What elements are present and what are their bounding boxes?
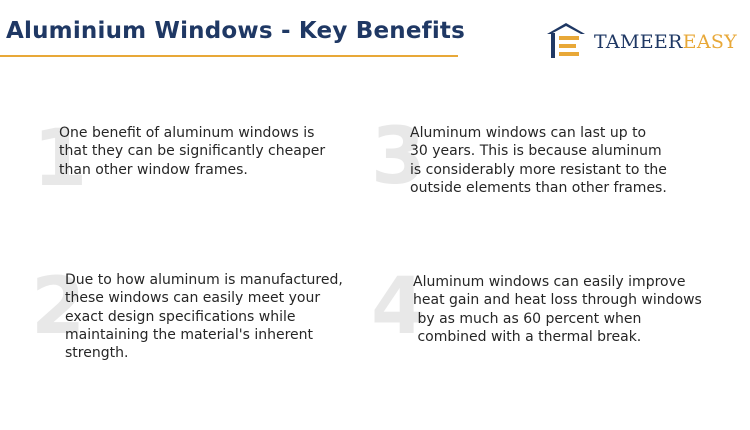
page-title: Aluminium Windows - Key Benefits [6,18,465,44]
benefit-text-1: One benefit of aluminum windows is that they can be significantly cheaper than other window frames. [59,125,326,178]
house-icon [545,20,591,60]
logo-text-primary: TAMEER [594,31,683,53]
benefit-number-3: 3 [371,112,426,202]
logo-text-accent: EASY [682,31,738,53]
benefit-number-4: 4 [371,262,426,352]
title-underline [0,55,458,57]
benefit-text-3: Aluminum windows can last up to 30 years. This is because aluminum is considerably more resistant to the outside elements than other frames. [410,125,667,196]
benefit-text-4: Aluminum windows can easily improve heat gain and heat loss through windows by as much as 60 percent when combined with a thermal break. [413,274,702,345]
benefit-number-2: 2 [31,262,86,352]
benefit-number-1: 1 [33,114,88,204]
benefit-text-2: Due to how aluminum is manufactured, these windows can easily meet your exact design specifications while maintaining the material's inherent strength. [65,272,343,362]
brand-logo [545,20,745,62]
logo-wordmark [594,31,737,53]
